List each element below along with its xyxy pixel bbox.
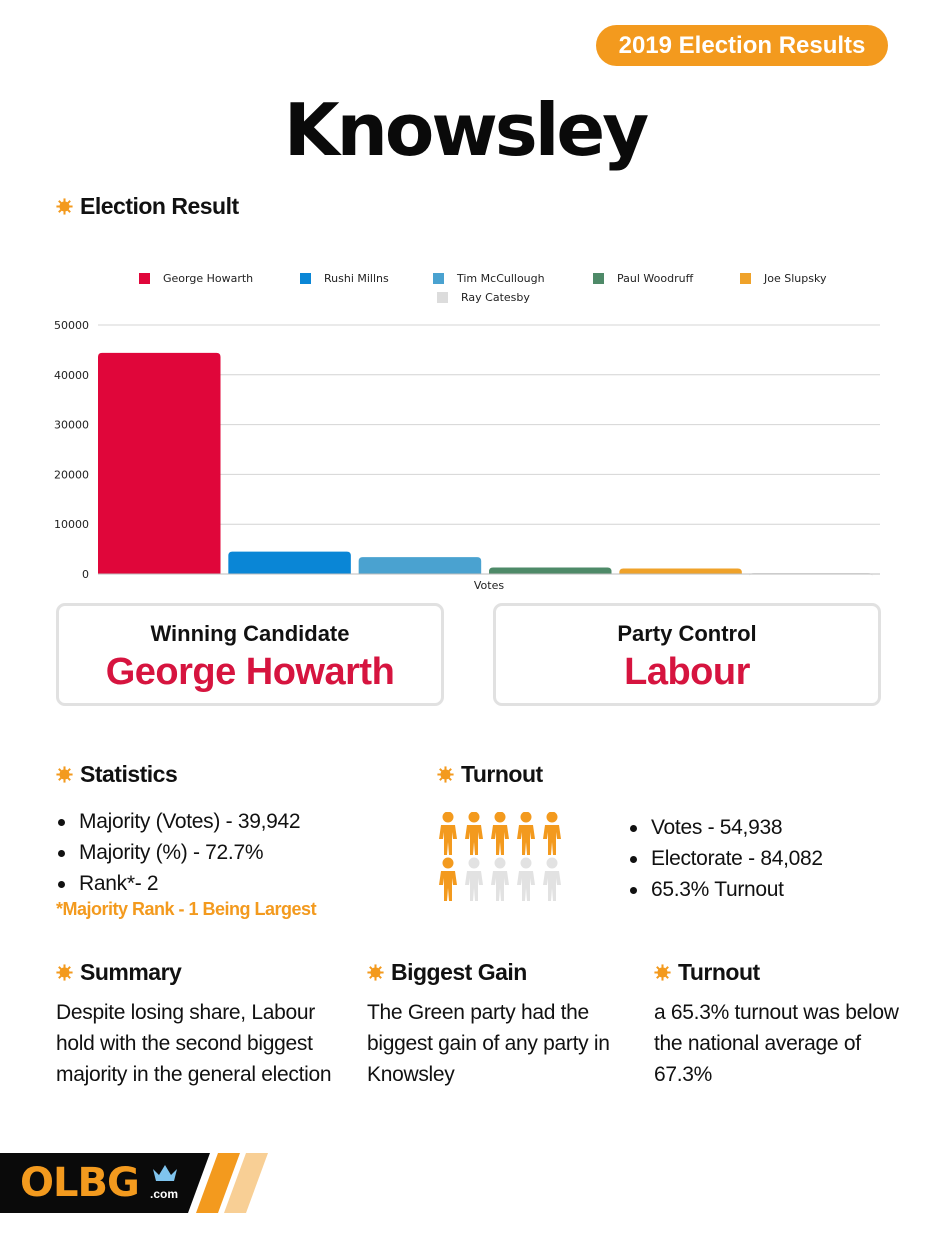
bar-tim-mccullough xyxy=(359,557,482,574)
majority-rank-note: *Majority Rank - 1 Being Largest xyxy=(56,899,317,919)
sunburst-icon xyxy=(367,964,384,981)
turnout-list xyxy=(628,812,823,905)
page-title: Knowsley xyxy=(283,88,647,172)
y-tick-label: 20000 xyxy=(54,468,89,482)
person-icon xyxy=(465,812,483,855)
section-turnout-summary xyxy=(654,959,760,986)
sunburst-icon xyxy=(56,964,73,981)
y-tick-label: 0 xyxy=(82,568,89,581)
biggest-gain-text: The Green party had the biggest gain of any party in Knowsley xyxy=(367,1001,610,1086)
legend-swatch xyxy=(300,273,311,284)
legend-swatch xyxy=(139,273,150,284)
y-tick-label: 30000 xyxy=(54,418,89,432)
person-icon xyxy=(439,812,457,855)
person-icon xyxy=(517,858,535,901)
section-biggest-gain xyxy=(367,959,527,986)
section-title: Statistics xyxy=(80,761,178,787)
turnout-item: Votes - 54,938 xyxy=(628,812,823,843)
person-icon xyxy=(439,858,457,901)
person-icon xyxy=(543,858,561,901)
bar-george-howarth xyxy=(98,353,221,574)
bar-rushi-millns xyxy=(228,552,351,574)
legend-label: George Howarth xyxy=(163,272,254,285)
turnout-pictogram xyxy=(436,812,570,906)
sunburst-icon xyxy=(654,964,671,981)
y-tick-label: 50000 xyxy=(54,319,89,332)
legend-label: Ray Catesby xyxy=(461,291,530,304)
legend-label: Rushi Millns xyxy=(324,272,389,285)
olbg-logo: OLBG xyxy=(20,1160,139,1206)
section-title: Turnout xyxy=(461,761,543,787)
statistics-list xyxy=(56,806,300,899)
turnout-item: 65.3% Turnout xyxy=(628,874,823,905)
sunburst-icon xyxy=(56,766,73,783)
legend-label: Joe Slupsky xyxy=(764,272,827,285)
section-title: Turnout xyxy=(678,959,760,985)
x-axis-label: Votes xyxy=(473,579,505,592)
statistics-item: Majority (Votes) - 39,942 xyxy=(56,806,300,837)
person-icon xyxy=(491,812,509,855)
turnout-item: Electorate - 84,082 xyxy=(628,843,823,874)
person-icon xyxy=(517,812,535,855)
section-election-result xyxy=(56,193,239,220)
summary-text: Despite losing share, Labour hold with the second biggest majority in the general election xyxy=(56,1001,332,1086)
legend-swatch xyxy=(437,292,448,303)
winning-candidate-label: Winning Candidate xyxy=(150,621,350,646)
legend-swatch xyxy=(740,273,751,284)
section-title: Election Result xyxy=(80,193,239,219)
legend-swatch xyxy=(593,273,604,284)
section-title: Biggest Gain xyxy=(391,959,527,985)
party-control-label: Party Control xyxy=(617,621,757,646)
section-statistics xyxy=(56,761,177,788)
sunburst-icon xyxy=(437,766,454,783)
person-icon xyxy=(543,812,561,855)
turnout-summary-text: a 65.3% turnout was below the national average of 67.3% xyxy=(654,1001,899,1086)
section-summary xyxy=(56,959,181,986)
bar-joe-slupsky xyxy=(619,569,742,574)
y-tick-label: 40000 xyxy=(54,368,89,382)
legend-swatch xyxy=(433,273,444,284)
legend-label: Paul Woodruff xyxy=(617,272,694,285)
section-title: Summary xyxy=(80,959,182,985)
person-icon xyxy=(491,858,509,901)
election-year-badge: 2019 Election Results xyxy=(596,25,888,66)
party-control-card xyxy=(493,603,881,706)
person-icon xyxy=(465,858,483,901)
bar-paul-woodruff xyxy=(489,568,612,574)
olbg-logo-suffix: .com xyxy=(150,1187,179,1201)
y-tick-label: 10000 xyxy=(54,518,89,532)
sunburst-icon xyxy=(56,198,73,215)
crown-icon xyxy=(152,1163,178,1183)
party-control-value: Labour xyxy=(624,651,750,693)
statistics-item: Rank*- 2 xyxy=(56,868,300,899)
section-turnout xyxy=(437,761,543,788)
legend-label: Tim McCullough xyxy=(457,272,545,285)
winning-candidate-card xyxy=(56,603,444,706)
winning-candidate-name: George Howarth xyxy=(105,651,395,693)
election-bar-chart xyxy=(0,255,930,600)
statistics-item: Majority (%) - 72.7% xyxy=(56,837,300,868)
